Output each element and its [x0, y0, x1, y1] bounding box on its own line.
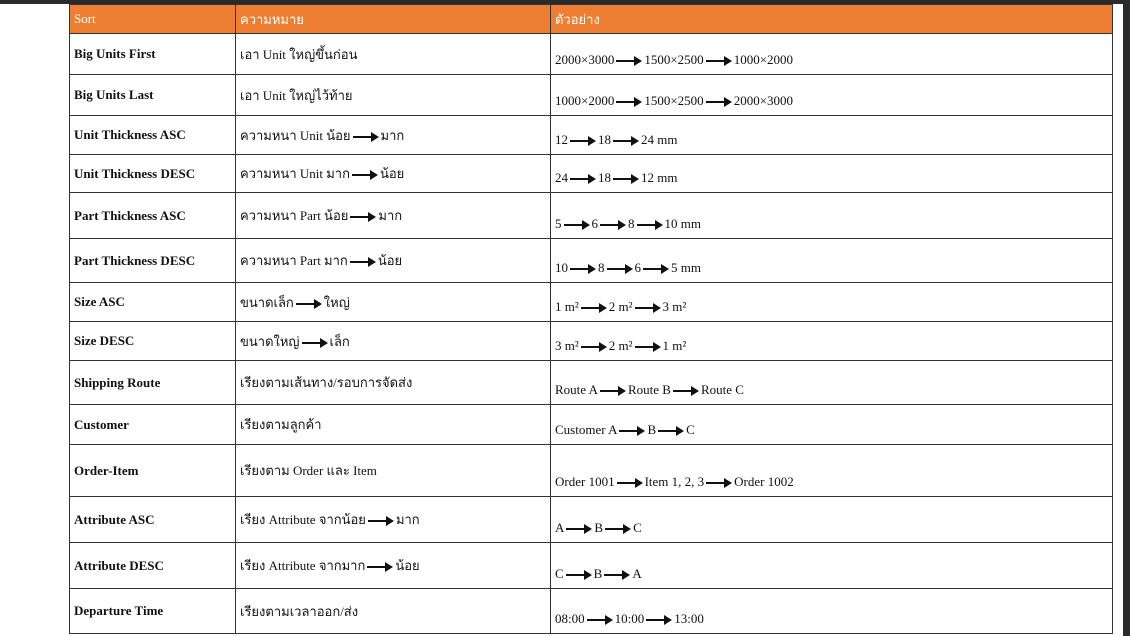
table-row: [70, 193, 1113, 239]
arrow-right-icon: [635, 342, 661, 352]
meaning-cell: [236, 239, 551, 283]
table-row: [70, 361, 1113, 405]
sort-name-cell: Big Units First: [70, 34, 236, 75]
arrow-right-icon: [581, 303, 607, 313]
arrow-right-icon: [706, 56, 732, 66]
sort-name-cell: Part Thickness DESC: [70, 239, 236, 283]
meaning-cell-text: เอา Unit ใหญ่ไว้ท้าย: [240, 87, 353, 103]
example-cell-text: 2 m²: [608, 338, 633, 353]
arrow-right-icon: [604, 570, 630, 580]
arrow-right-icon: [302, 338, 328, 348]
meaning-cell-text: น้อย: [379, 166, 405, 181]
arrow-right-icon: [616, 56, 642, 66]
example-cell-text: 12: [555, 132, 568, 147]
meaning-cell-text: ความหนา Part น้อย: [240, 208, 349, 223]
example-cell-text: 12 mm: [641, 170, 678, 185]
arrow-right-icon: [643, 264, 669, 274]
arrow-right-icon: [350, 212, 376, 222]
example-cell-text: 1500×2500: [644, 52, 704, 67]
example-cell-text: 10 mm: [664, 216, 701, 231]
arrow-right-icon: [352, 170, 378, 180]
example-cell-text: 2000×3000: [733, 93, 794, 108]
example-cell-text: B: [647, 422, 657, 437]
arrow-right-icon: [600, 386, 626, 396]
example-cell-text: Route B: [627, 382, 671, 397]
example-cell-text: 2 m²: [608, 299, 633, 314]
arrow-right-icon: [658, 426, 684, 436]
table-row: [70, 445, 1113, 497]
meaning-cell-text: มาก: [395, 512, 420, 527]
arrow-right-icon: [368, 516, 394, 526]
arrow-right-icon: [350, 257, 376, 267]
meaning-cell-text: เรียงตามเวลาออก/ส่ง: [240, 603, 359, 619]
example-cell: [551, 116, 1113, 155]
table-row: [70, 283, 1113, 322]
arrow-right-icon: [367, 562, 393, 572]
table-row: [70, 239, 1113, 283]
sort-name-cell: Unit Thickness DESC: [70, 155, 236, 193]
table-row: [70, 34, 1113, 75]
arrow-right-icon: [570, 264, 596, 274]
arrow-right-icon: [619, 426, 645, 436]
table-row: [70, 75, 1113, 116]
arrow-right-icon: [607, 264, 633, 274]
example-cell-text: 3 m²: [555, 338, 579, 353]
example-cell: [551, 283, 1113, 322]
meaning-cell: [236, 497, 551, 543]
arrow-right-icon: [635, 303, 661, 313]
example-cell: [551, 322, 1113, 361]
table-row: [70, 405, 1113, 445]
meaning-cell-text: ขนาดเล็ก: [240, 294, 294, 310]
meaning-cell: [236, 405, 551, 445]
meaning-cell-text: เรียงตาม Order และ Item: [240, 463, 377, 478]
arrow-right-icon: [581, 342, 607, 352]
table-row: [70, 543, 1113, 589]
example-cell-text: 13:00: [674, 611, 704, 626]
example-cell-text: 10: [555, 260, 568, 275]
example-cell-text: 1 m²: [662, 338, 687, 353]
meaning-cell: [236, 75, 551, 116]
arrow-right-icon: [616, 97, 642, 107]
table-header-row: [70, 5, 1113, 34]
arrow-right-icon: [564, 220, 590, 230]
arrow-right-icon: [706, 97, 732, 107]
window-edge: [1123, 0, 1130, 636]
example-cell-text: Order 1002: [734, 474, 794, 489]
example-cell: [551, 75, 1113, 116]
sort-name-cell: Shipping Route: [70, 361, 236, 405]
example-cell-text: A: [632, 566, 642, 581]
arrow-right-icon: [637, 220, 663, 230]
meaning-cell-text: ความหนา Part มาก: [240, 253, 348, 268]
meaning-cell: [236, 116, 551, 155]
example-cell: [551, 445, 1113, 497]
meaning-cell: [236, 589, 551, 634]
table-row: [70, 589, 1113, 634]
arrow-right-icon: [613, 174, 639, 184]
arrow-right-icon: [617, 478, 643, 488]
example-cell-text: B: [593, 566, 603, 581]
sort-name-cell: Size DESC: [70, 322, 236, 361]
arrow-right-icon: [600, 220, 626, 230]
example-cell: [551, 239, 1113, 283]
example-cell-text: C: [633, 520, 642, 535]
example-cell: [551, 193, 1113, 239]
table-row: [70, 322, 1113, 361]
sort-name-cell: Unit Thickness ASC: [70, 116, 236, 155]
example-cell-text: Route A: [555, 382, 598, 397]
meaning-cell-text: มาก: [380, 127, 405, 143]
arrow-right-icon: [570, 136, 596, 146]
example-cell-text: 3 m²: [662, 299, 687, 314]
arrow-right-icon: [566, 524, 592, 534]
meaning-cell-text: ความหนา Unit มาก: [240, 166, 350, 181]
arrow-right-icon: [587, 615, 613, 625]
meaning-cell: [236, 445, 551, 497]
arrow-right-icon: [296, 299, 322, 309]
table-row: [70, 155, 1113, 193]
example-cell-text: 1500×2500: [644, 93, 704, 108]
example-cell: [551, 405, 1113, 445]
meaning-cell: [236, 34, 551, 75]
arrow-right-icon: [646, 615, 672, 625]
meaning-cell: [236, 361, 551, 405]
sort-name-cell: Attribute DESC: [70, 543, 236, 589]
sort-name-cell: Big Units Last: [70, 75, 236, 116]
example-cell-text: 2000×3000: [555, 52, 615, 67]
document-page: [0, 4, 1123, 636]
example-cell-text: Order 1001: [555, 474, 615, 489]
meaning-cell-text: เรียง Attribute จากมาก: [240, 558, 366, 573]
example-cell-text: B: [594, 520, 604, 535]
meaning-cell-text: ใหญ่: [323, 294, 350, 310]
arrow-right-icon: [673, 386, 699, 396]
example-cell-text: 1 m²: [555, 299, 579, 314]
header-example: ตัวอย่าง: [551, 5, 1113, 34]
header-meaning: ความหมาย: [236, 5, 551, 34]
example-cell-text: 1000×2000: [733, 52, 794, 67]
example-cell-text: Item 1, 2, 3: [644, 474, 705, 489]
example-cell: [551, 497, 1113, 543]
meaning-cell-text: เรียงตามเส้นทาง/รอบการจัดส่ง: [240, 375, 413, 390]
example-cell-text: 6: [591, 216, 598, 231]
example-cell: [551, 155, 1113, 193]
example-cell-text: Route C: [700, 382, 744, 397]
meaning-cell-text: เล็ก: [329, 333, 350, 349]
example-cell-text: 08:00: [555, 611, 585, 626]
meaning-cell-text: ขนาดใหญ่: [240, 333, 300, 349]
arrow-right-icon: [570, 174, 596, 184]
meaning-cell: [236, 543, 551, 589]
example-cell: [551, 361, 1113, 405]
meaning-cell: [236, 193, 551, 239]
example-cell-text: 1000×2000: [555, 93, 615, 108]
table-row: [70, 497, 1113, 543]
sort-name-cell: Customer: [70, 405, 236, 445]
example-cell-text: A: [555, 520, 565, 535]
example-cell-text: 18: [598, 132, 611, 147]
meaning-cell-text: น้อย: [377, 253, 403, 268]
example-cell-text: 5 mm: [671, 260, 701, 275]
example-cell: [551, 543, 1113, 589]
example-cell-text: 6: [634, 260, 641, 275]
meaning-cell: [236, 322, 551, 361]
sort-name-cell: Departure Time: [70, 589, 236, 634]
example-cell-text: 8: [598, 260, 605, 275]
header-sort: Sort: [70, 5, 236, 34]
meaning-cell-text: เอา Unit ใหญ่ขึ้นก่อน: [240, 46, 358, 62]
meaning-cell-text: เรียงตามลูกค้า: [240, 417, 322, 432]
table-row: [70, 116, 1113, 155]
sort-name-cell: Order-Item: [70, 445, 236, 497]
example-cell: [551, 589, 1113, 634]
sort-name-cell: Attribute ASC: [70, 497, 236, 543]
arrow-right-icon: [566, 570, 592, 580]
example-cell-text: 24: [555, 170, 568, 185]
example-cell-text: 24 mm: [641, 132, 678, 147]
arrow-right-icon: [613, 136, 639, 146]
meaning-cell-text: น้อย: [395, 558, 420, 573]
example-cell-text: 10:00: [614, 611, 645, 626]
example-cell-text: 8: [628, 216, 635, 231]
meaning-cell: [236, 283, 551, 322]
meaning-cell: [236, 155, 551, 193]
example-cell-text: C: [686, 422, 695, 437]
sort-name-cell: Part Thickness ASC: [70, 193, 236, 239]
meaning-cell-text: มาก: [378, 208, 403, 223]
sort-table: [69, 4, 1113, 634]
example-cell-text: Customer A: [555, 422, 618, 437]
arrow-right-icon: [605, 524, 631, 534]
example-cell-text: C: [555, 566, 564, 581]
meaning-cell-text: เรียง Attribute จากน้อย: [240, 512, 366, 527]
arrow-right-icon: [353, 132, 379, 142]
sort-name-cell: Size ASC: [70, 283, 236, 322]
example-cell-text: 18: [598, 170, 611, 185]
arrow-right-icon: [706, 478, 732, 488]
example-cell: [551, 34, 1113, 75]
meaning-cell-text: ความหนา Unit น้อย: [240, 127, 351, 143]
example-cell-text: 5: [555, 216, 562, 231]
